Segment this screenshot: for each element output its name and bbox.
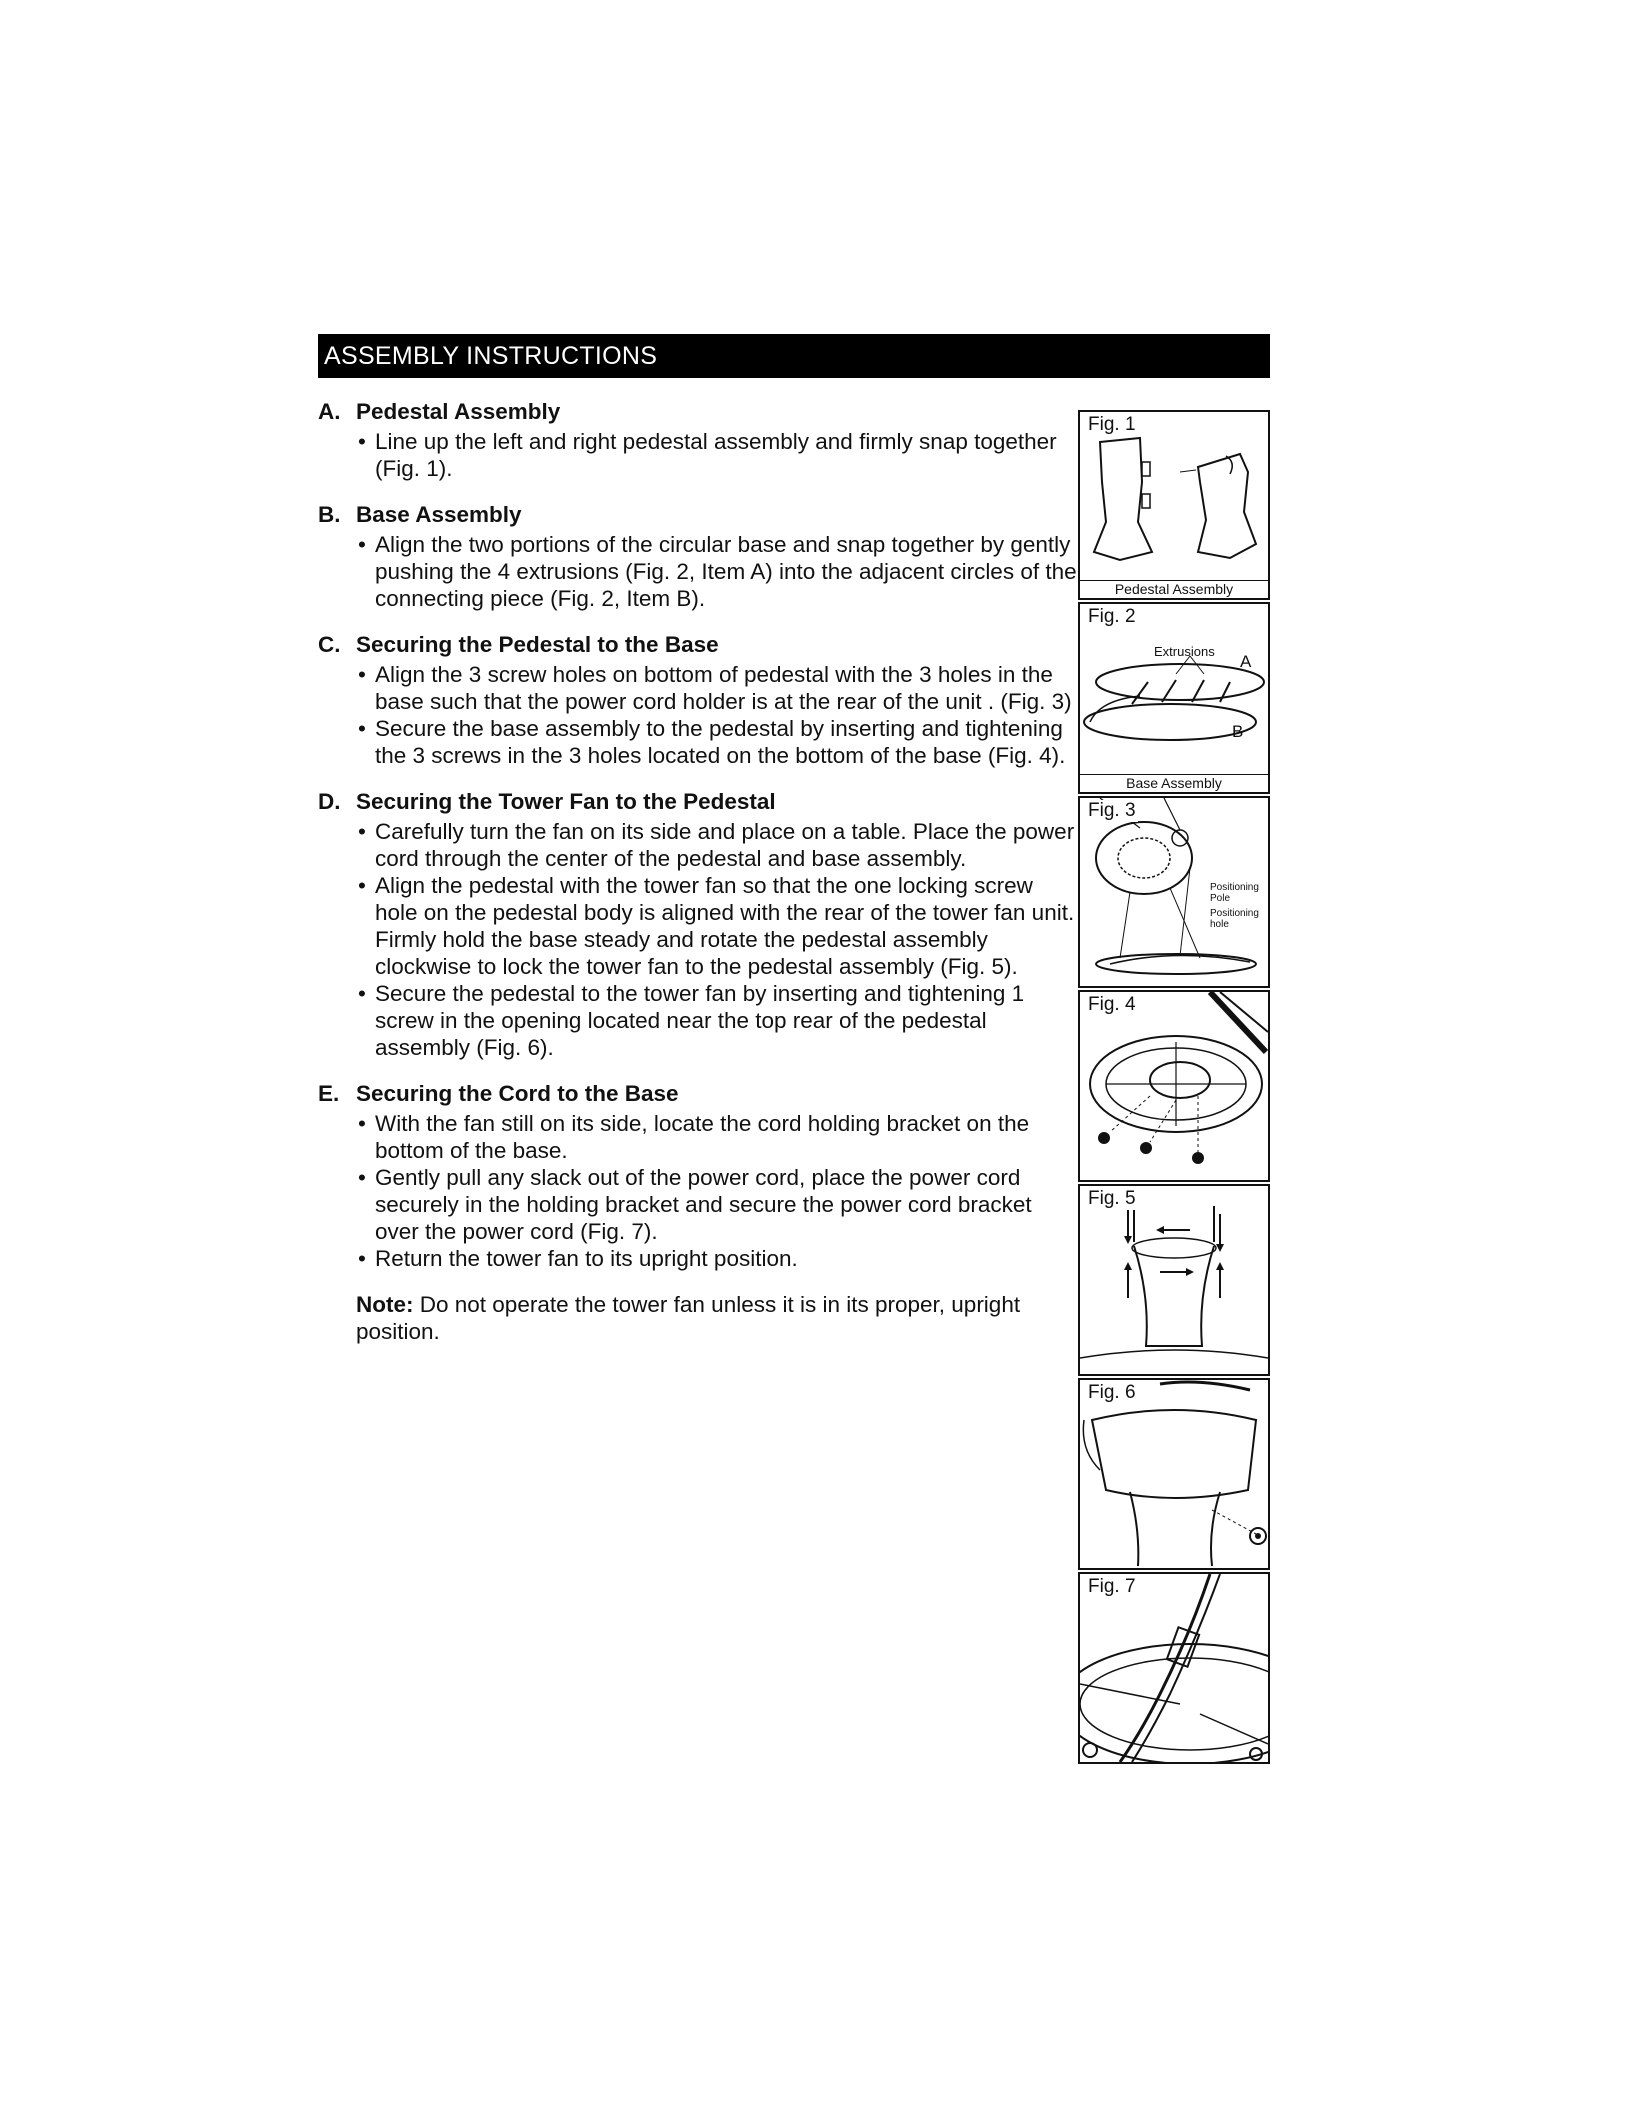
figure-caption: Base Assembly bbox=[1080, 774, 1268, 791]
section-title: Base Assembly bbox=[356, 502, 522, 527]
section-letter: D. bbox=[318, 789, 341, 814]
figure-5-lock-rotation bbox=[1078, 1184, 1270, 1376]
figure-3-pedestal-to-base bbox=[1078, 796, 1270, 988]
section-heading bbox=[318, 398, 1078, 425]
bullet-item: • Secure the base assembly to the pedestal by inserting and tightening the 3 screws in the 3 holes located on the bottom of the base (Fig. 4). bbox=[356, 715, 1078, 769]
callout-positioning-hole: Positioning hole bbox=[1210, 908, 1259, 930]
base-halves-illustration bbox=[1080, 604, 1268, 792]
callout-positioning-pole: Positioning Pole bbox=[1210, 882, 1259, 904]
section-e bbox=[318, 1080, 1078, 1272]
section-d bbox=[318, 788, 1078, 1061]
figure-4-base-screws bbox=[1078, 990, 1270, 1182]
bullet-list bbox=[318, 531, 1078, 612]
figure-label: Fig. 3 bbox=[1088, 800, 1136, 821]
figure-label: Fig. 1 bbox=[1088, 414, 1136, 435]
section-letter: E. bbox=[318, 1081, 340, 1106]
figure-label: Fig. 7 bbox=[1088, 1576, 1136, 1597]
bullet-list bbox=[318, 428, 1078, 482]
section-title: Pedestal Assembly bbox=[356, 399, 561, 424]
figure-caption: Pedestal Assembly bbox=[1080, 580, 1268, 597]
section-letter: B. bbox=[318, 502, 341, 527]
figure-label: Fig. 2 bbox=[1088, 606, 1136, 627]
section-title: Securing the Tower Fan to the Pedestal bbox=[356, 789, 776, 814]
figure-label: Fig. 6 bbox=[1088, 1382, 1136, 1403]
callout-item-a: A bbox=[1240, 652, 1252, 671]
base-screws-illustration bbox=[1080, 992, 1268, 1180]
pedestal-screw-illustration bbox=[1080, 1380, 1268, 1568]
figure-7-cord-bracket bbox=[1078, 1572, 1270, 1764]
instructions-body bbox=[318, 398, 1078, 1345]
bullet-item: • Line up the left and right pedestal assembly and firmly snap together (Fig. 1). bbox=[356, 428, 1078, 482]
section-a bbox=[318, 398, 1078, 482]
bullet-item: • Align the two portions of the circular base and snap together by gently pushing the 4 extrusions (Fig. 2, Item A) into the adjacent circles of the connecting piece (Fig. 2, Item B). bbox=[356, 531, 1078, 612]
section-title: Securing the Cord to the Base bbox=[356, 1081, 679, 1106]
section-letter: A. bbox=[318, 399, 341, 424]
bullet-item: • Align the 3 screw holes on bottom of pedestal with the 3 holes in the base such that the power cord holder is at the rear of the unit . (Fig. 3) bbox=[356, 661, 1078, 715]
figure-1-pedestal-assembly bbox=[1078, 410, 1270, 600]
callout-extrusions: Extrusions bbox=[1154, 644, 1215, 659]
bullet-list bbox=[318, 1110, 1078, 1272]
section-heading bbox=[318, 501, 1078, 528]
bullet-item: • Secure the pedestal to the tower fan by inserting and tightening 1 screw in the opening located near the top rear of the pedestal assembly (Fig. 6). bbox=[356, 980, 1078, 1061]
header-title: ASSEMBLY INSTRUCTIONS bbox=[324, 342, 658, 370]
cord-bracket-illustration bbox=[1080, 1574, 1268, 1762]
bullet-item: • Carefully turn the fan on its side and place on a table. Place the power cord through the center of the pedestal and base assembly. bbox=[356, 818, 1078, 872]
figure-label: Fig. 4 bbox=[1088, 994, 1136, 1015]
section-heading bbox=[318, 631, 1078, 658]
section-title: Securing the Pedestal to the Base bbox=[356, 632, 719, 657]
figure-2-base-assembly bbox=[1078, 602, 1270, 794]
section-b bbox=[318, 501, 1078, 612]
figure-6-top-screw bbox=[1078, 1378, 1270, 1570]
section-letter: C. bbox=[318, 632, 341, 657]
section-heading bbox=[318, 788, 1078, 815]
section-c bbox=[318, 631, 1078, 769]
bullet-item: • Return the tower fan to its upright position. bbox=[356, 1245, 1078, 1272]
note-label: Note: bbox=[356, 1292, 414, 1317]
bullet-list bbox=[318, 661, 1078, 769]
section-heading bbox=[318, 1080, 1078, 1107]
rotate-lock-illustration bbox=[1080, 1186, 1268, 1374]
callout-item-b: B bbox=[1232, 722, 1244, 741]
bullet-item: • Align the pedestal with the tower fan so that the one locking screw hole on the pedestal body is aligned with the rear of the tower fan unit. Firmly hold the base steady and rotate the pedestal assembly clockwise to lock the tower fan to the pedestal assembly (Fig. 5). bbox=[356, 872, 1078, 980]
section-header bbox=[318, 334, 1270, 378]
bullet-item: • With the fan still on its side, locate the cord holding bracket on the bottom of the base. bbox=[356, 1110, 1078, 1164]
note-text: Do not operate the tower fan unless it is in its proper, upright position. bbox=[356, 1292, 1021, 1344]
safety-note bbox=[318, 1291, 1056, 1345]
bullet-list bbox=[318, 818, 1078, 1061]
pedestal-halves-illustration bbox=[1080, 412, 1268, 598]
bullet-item: • Gently pull any slack out of the power cord, place the power cord securely in the holding bracket and secure the power cord bracket over the power cord (Fig. 7). bbox=[356, 1164, 1078, 1245]
figure-label: Fig. 5 bbox=[1088, 1188, 1136, 1209]
